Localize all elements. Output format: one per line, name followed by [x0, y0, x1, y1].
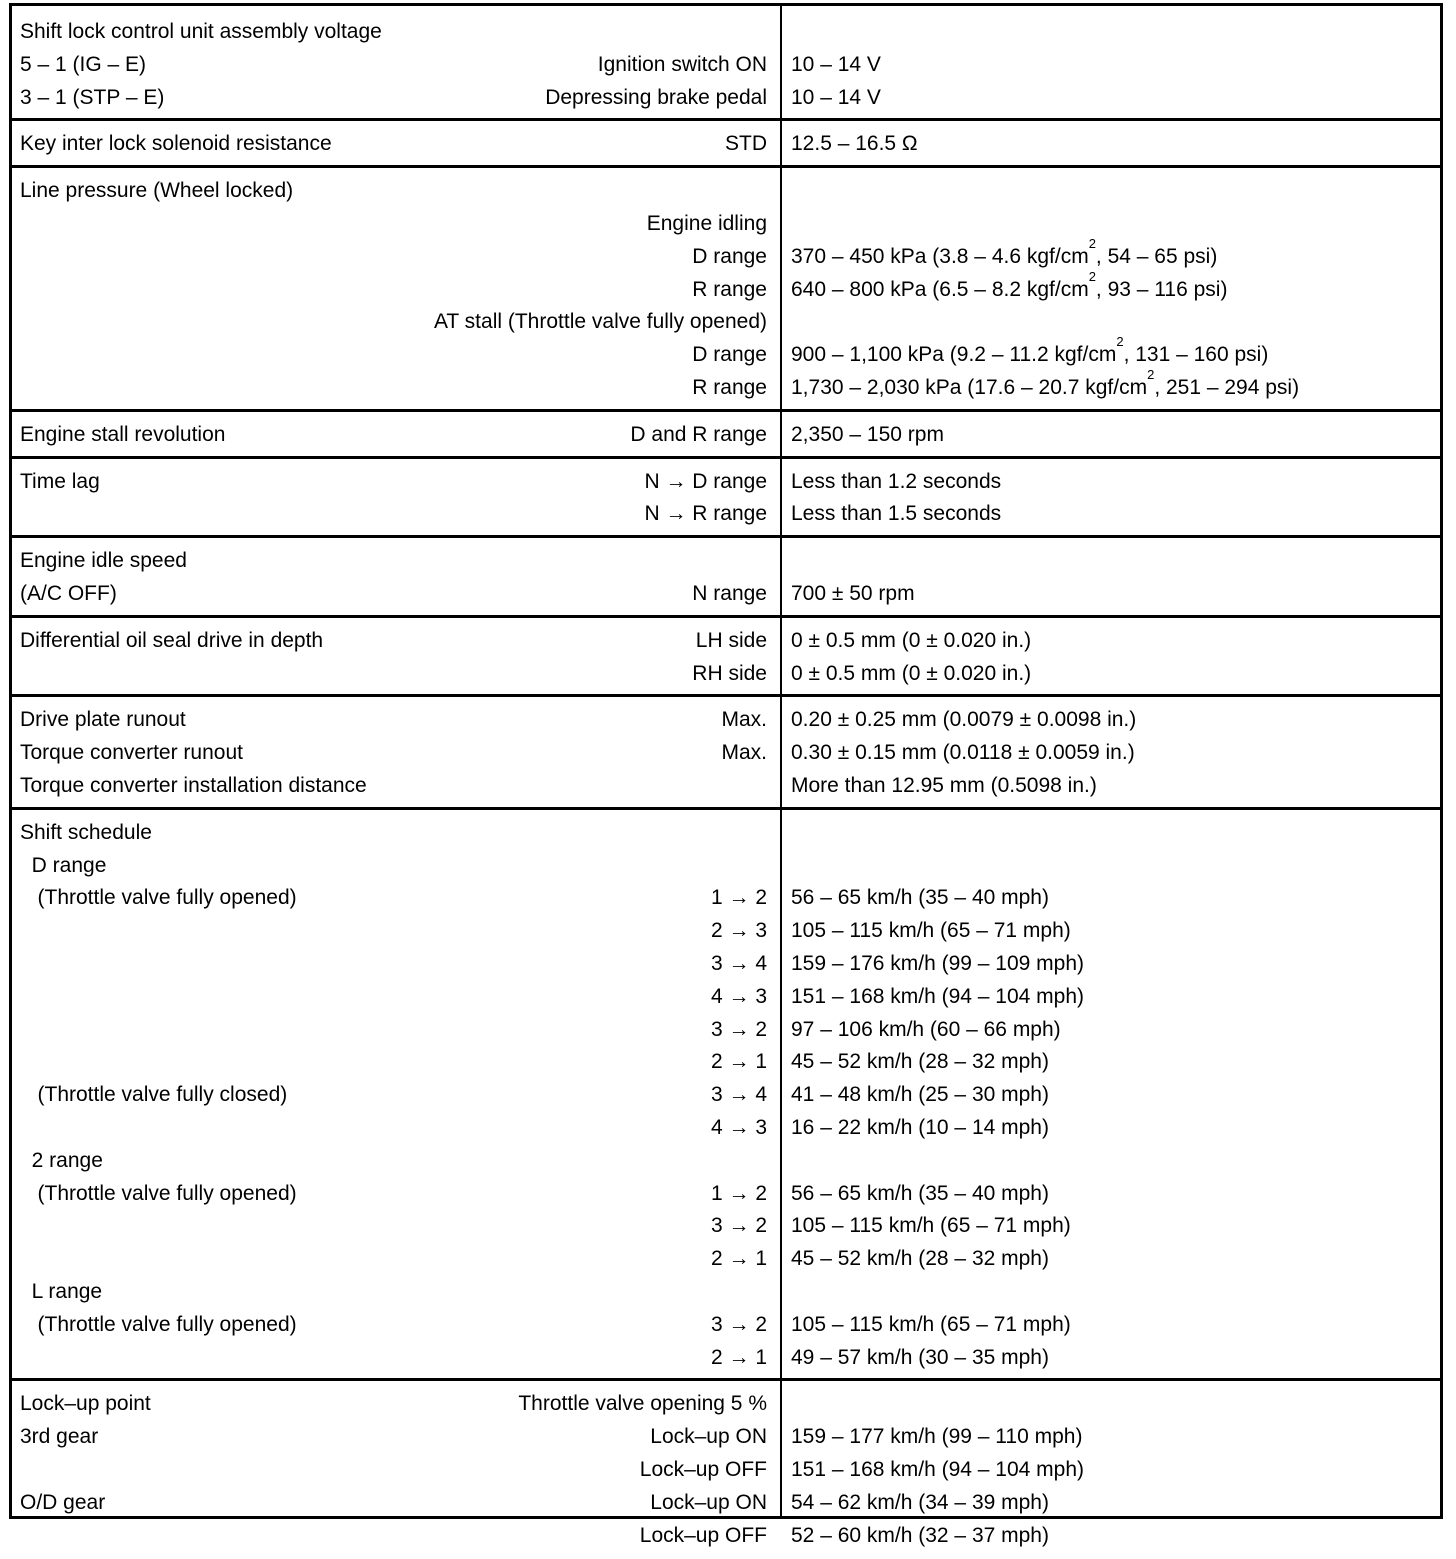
item-label: (Throttle valve fully closed) [20, 1083, 288, 1107]
spec-section [12, 1378, 1440, 1559]
item-label: 2 range [20, 1148, 103, 1172]
condition-label: 4 → 3 [710, 1115, 767, 1139]
condition-label: Lock–up OFF [639, 1457, 767, 1481]
spec-value: 45 – 52 km/h (28 – 32 mph) [791, 1050, 1049, 1074]
item-label: Line pressure (Wheel locked) [20, 179, 294, 203]
item-label: Torque converter installation distance [20, 773, 367, 797]
spec-row [12, 703, 1440, 737]
spec-value: 0 ± 0.5 mm (0 ± 0.020 in.) [791, 628, 1032, 652]
condition-label: 3 → 2 [710, 1214, 767, 1238]
spec-value: 41 – 48 km/h (25 – 30 mph) [791, 1083, 1049, 1107]
item-label: L range [20, 1279, 103, 1303]
spec-row [12, 497, 1440, 531]
spec-value: 56 – 65 km/h (35 – 40 mph) [791, 886, 1049, 910]
item-label: Key inter lock solenoid resistance [20, 132, 332, 156]
spec-row [12, 235, 1440, 274]
spec-value: 10 – 14 V [791, 52, 881, 76]
condition-label: R range [692, 277, 767, 301]
spec-row [12, 1013, 1440, 1047]
condition-label: 3 → 2 [710, 1312, 767, 1336]
spec-value: 97 – 106 km/h (60 – 66 mph) [791, 1017, 1061, 1041]
spec-value: 54 – 62 km/h (34 – 39 mph) [791, 1490, 1049, 1514]
spec-row [12, 1453, 1440, 1487]
condition-label: N → D range [644, 469, 767, 493]
condition-label: R range [692, 375, 767, 399]
spec-value: 151 – 168 km/h (94 – 104 mph) [791, 1457, 1085, 1481]
condition-label: 4 → 3 [710, 984, 767, 1008]
condition-label: 2 → 1 [710, 1050, 767, 1074]
spec-section [12, 615, 1440, 698]
spec-row [12, 849, 1440, 883]
spec-row [12, 127, 1440, 161]
spec-row [12, 305, 1440, 339]
spec-value: 105 – 115 km/h (65 – 71 mph) [791, 919, 1071, 943]
spec-value: More than 12.95 mm (0.5098 in.) [791, 773, 1097, 797]
condition-label: Engine idling [646, 211, 767, 235]
spec-section [12, 456, 1440, 539]
spec-value: 1,730 – 2,030 kPa (17.6 – 20.7 kgf/$cm^2$, 251 – 294 psi) [791, 366, 1300, 399]
spec-value: 0.30 ± 0.15 mm (0.0118 ± 0.0059 in.) [791, 741, 1135, 765]
item-label: (Throttle valve fully opened) [20, 886, 297, 910]
spec-row [12, 1341, 1440, 1375]
spec-value: 45 – 52 km/h (28 – 32 mph) [791, 1247, 1049, 1271]
spec-row [12, 418, 1440, 452]
spec-row [12, 624, 1440, 658]
spec-row [12, 1144, 1440, 1178]
item-label: Engine idle speed [20, 549, 187, 573]
condition-label: N → R range [644, 502, 767, 526]
spec-value: 10 – 14 V [791, 85, 881, 109]
spec-row [12, 465, 1440, 499]
item-label: Time lag [20, 469, 100, 493]
condition-label: Throttle valve opening 5 % [518, 1392, 767, 1416]
spec-value: 12.5 – 16.5 Ω [791, 132, 918, 156]
condition-label: STD [725, 132, 767, 156]
spec-value: 159 – 177 km/h (99 – 110 mph) [791, 1425, 1083, 1449]
condition-label: 3 → 4 [710, 951, 767, 975]
condition-label: LH side [695, 628, 767, 652]
condition-label: N range [692, 581, 767, 605]
spec-section [12, 6, 1440, 118]
condition-label: Lock–up ON [650, 1490, 767, 1514]
spec-section [12, 409, 1440, 459]
spec-row [12, 1242, 1440, 1276]
spec-row [12, 1420, 1440, 1454]
item-label: (A/C OFF) [20, 581, 117, 605]
spec-value: 52 – 60 km/h (32 – 37 mph) [791, 1523, 1049, 1547]
spec-row [12, 1111, 1440, 1145]
spec-row [12, 881, 1440, 915]
item-label: 3 – 1 (STP – E) [20, 85, 165, 109]
spec-row [12, 207, 1440, 241]
spec-row [12, 947, 1440, 981]
spec-value: 16 – 22 km/h (10 – 14 mph) [791, 1115, 1049, 1139]
condition-label: Lock–up OFF [639, 1523, 767, 1547]
spec-value: 0 ± 0.5 mm (0 ± 0.020 in.) [791, 661, 1032, 685]
spec-value: 159 – 176 km/h (99 – 109 mph) [791, 951, 1085, 975]
spec-row [12, 81, 1440, 115]
spec-value: 56 – 65 km/h (35 – 40 mph) [791, 1181, 1049, 1205]
spec-value: 151 – 168 km/h (94 – 104 mph) [791, 984, 1085, 1008]
spec-value: 105 – 115 km/h (65 – 71 mph) [791, 1214, 1071, 1238]
spec-value: 900 – 1,100 kPa (9.2 – 11.2 kgf/$cm^2$, 131 – 160 psi) [791, 334, 1269, 367]
spec-row [12, 1078, 1440, 1112]
item-label: (Throttle valve fully opened) [20, 1181, 297, 1205]
item-label: Torque converter runout [20, 741, 243, 765]
spec-value: Less than 1.5 seconds [791, 502, 1002, 526]
spec-section [12, 807, 1440, 1382]
condition-label: 2 → 1 [710, 1247, 767, 1271]
spec-row [12, 334, 1440, 372]
condition-label: D and R range [630, 422, 767, 446]
spec-row [12, 736, 1440, 770]
spec-row [12, 48, 1440, 82]
spec-value: 370 – 450 kPa (3.8 – 4.6 kgf/$cm^2$, 54 – 65 psi) [791, 235, 1218, 268]
item-label: Drive plate runout [20, 708, 186, 732]
spec-section [12, 165, 1440, 412]
spec-row [12, 1045, 1440, 1079]
spec-section [12, 694, 1440, 809]
condition-label: Ignition switch ON [597, 52, 767, 76]
item-label: 3rd gear [20, 1425, 99, 1449]
spec-row [12, 1209, 1440, 1243]
item-label: Differential oil seal drive in depth [20, 628, 324, 652]
spec-table [9, 3, 1443, 1547]
spec-row [12, 657, 1440, 691]
item-label: D range [20, 853, 107, 877]
spec-value: 49 – 57 km/h (30 – 35 mph) [791, 1345, 1049, 1369]
spec-value: 105 – 115 km/h (65 – 71 mph) [791, 1312, 1071, 1336]
condition-label: Lock–up ON [650, 1425, 767, 1449]
condition-label: Max. [721, 741, 767, 765]
condition-label: Depressing brake pedal [545, 85, 767, 109]
spec-row [12, 268, 1440, 307]
spec-row [12, 1308, 1440, 1342]
item-label: O/D gear [20, 1490, 106, 1514]
condition-label: RH side [692, 661, 767, 685]
condition-label: 3 → 2 [710, 1017, 767, 1041]
item-label: (Throttle valve fully opened) [20, 1312, 297, 1336]
spec-value: 700 ± 50 rpm [791, 581, 915, 605]
spec-row [12, 769, 1440, 803]
condition-label: D range [692, 244, 767, 268]
condition-label: 2 → 3 [710, 919, 767, 943]
condition-label: 1 → 2 [710, 886, 767, 910]
spec-row [12, 1486, 1440, 1520]
spec-section [12, 118, 1440, 168]
spec-row [12, 174, 1440, 208]
spec-row [12, 1387, 1440, 1421]
spec-row [12, 366, 1440, 405]
item-label: Lock–up point [20, 1392, 151, 1416]
item-label: 5 – 1 (IG – E) [20, 52, 147, 76]
spec-value: Less than 1.2 seconds [791, 469, 1002, 493]
condition-label: AT stall (Throttle valve fully opened) [433, 310, 767, 334]
spec-row [12, 914, 1440, 948]
item-label: Engine stall revolution [20, 422, 226, 446]
condition-label: 1 → 2 [710, 1181, 767, 1205]
condition-label: Max. [721, 708, 767, 732]
spec-row [12, 544, 1440, 578]
spec-value: 0.20 ± 0.25 mm (0.0079 ± 0.0098 in.) [791, 708, 1137, 732]
condition-label: 3 → 4 [710, 1083, 767, 1107]
spec-row [12, 980, 1440, 1014]
spec-row [12, 1177, 1440, 1211]
condition-label: 2 → 1 [710, 1345, 767, 1369]
condition-label: D range [692, 343, 767, 367]
item-label: Shift lock control unit assembly voltage [20, 20, 382, 43]
spec-value: 640 – 800 kPa (6.5 – 8.2 kgf/$cm^2$, 93 – 116 psi) [791, 268, 1228, 301]
spec-row [12, 15, 1440, 49]
spec-row [12, 577, 1440, 611]
spec-value: 2,350 – 150 rpm [791, 422, 944, 446]
spec-row [12, 1275, 1440, 1309]
item-label: Shift schedule [20, 820, 152, 844]
spec-section [12, 535, 1440, 618]
spec-row [12, 816, 1440, 850]
